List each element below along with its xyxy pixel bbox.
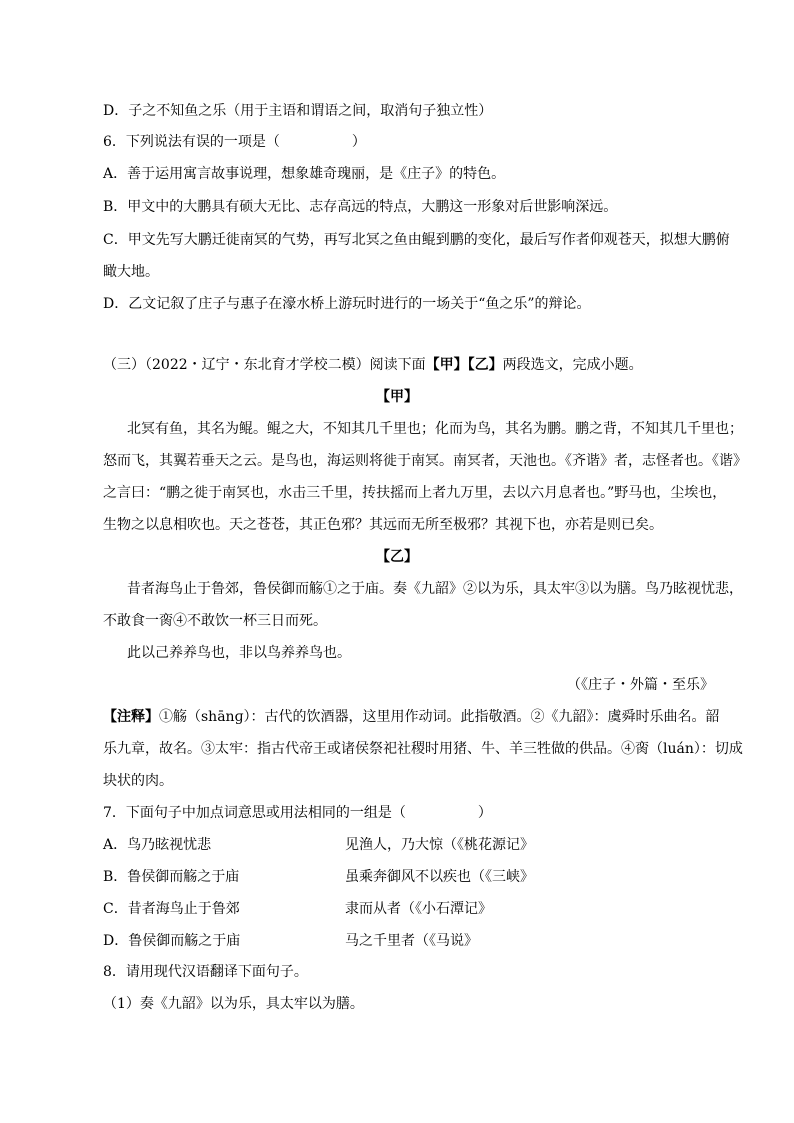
section3-intro-bold: 【甲】【乙】 bbox=[425, 357, 503, 373]
q8-sub1: （1）奏《九韶》以为乐，具太牢以为膳。 bbox=[103, 996, 364, 1012]
section3-intro-tail: 两段选文，完成小题。 bbox=[502, 357, 643, 373]
q7-option-a-right: 见渔人，乃大惊（《桃花源记》 bbox=[345, 837, 534, 853]
q7-stem-close: ） bbox=[477, 805, 492, 821]
passage-jia-line4: 生物之以息相吹也。天之苍苍，其正色邪？其远而无所至极邪？其视下也，亦若是则已矣。 bbox=[103, 517, 663, 533]
notes-line3: 块状的肉。 bbox=[103, 773, 173, 789]
q6-option-a: A．善于运用寓言故事说理，想象雄奇瑰丽，是《庄子》的特色。 bbox=[103, 166, 506, 182]
q5-option-d: D．子之不知鱼之乐（用于主语和谓语之间，取消句子独立性） bbox=[103, 103, 493, 119]
passage-jia-line3: 之言曰：“鹏之徙于南冥也，水击三千里，抟扶摇而上者九万里，去以六月息者也。”野马也，尘埃也， bbox=[103, 485, 727, 501]
q6-option-c-line2: 瞰大地。 bbox=[103, 264, 159, 280]
q7-stem-text: 7．下面句子中加点词意思或用法相同的一组是（ bbox=[103, 805, 406, 821]
passage-jia-line2: 怒而飞，其翼若垂天之云。是鸟也，海运则将徙于南冥。南冥者，天池也。《齐谐》者，志怪者也。《谐》 bbox=[103, 453, 747, 469]
q7-option-b-right: 虽乘奔御风不以疾也（《三峡》 bbox=[345, 869, 534, 885]
section3-intro bbox=[103, 355, 643, 375]
q6-option-b: B．甲文中的大鹏具有硕大无比、志存高远的特点，大鹏这一形象对后世影响深远。 bbox=[103, 199, 618, 215]
section3-intro-text: （三）（2022・辽宁・东北育才学校二模）阅读下面 bbox=[103, 357, 426, 373]
q6-stem-close: ） bbox=[351, 134, 366, 150]
passage-yi-line1: 昔者海鸟止于鲁郊，鲁侯御而觞①之于庙。奏《九韶》②以为乐，具太牢③以为膳。鸟乃眩视忧悲， bbox=[127, 581, 743, 597]
q6-stem-text: 6．下列说法有误的一项是（ bbox=[103, 134, 280, 150]
passage-yi-line3: 此以己养养鸟也，非以鸟养养鸟也。 bbox=[127, 645, 351, 661]
q6-stem bbox=[103, 132, 366, 152]
q6-option-d: D．乙文记叙了庄子与惠子在濠水桥上游玩时进行的一场关于“鱼之乐”的辩论。 bbox=[103, 296, 591, 312]
q8-stem: 8．请用现代汉语翻译下面句子。 bbox=[103, 964, 308, 980]
q7-option-a-left: A．鸟乃眩视忧悲 bbox=[103, 837, 212, 853]
passage-jia-line1: 北冥有鱼，其名为鲲。鲲之大，不知其几千里也；化而为鸟，其名为鹏。鹏之背，不知其几千里也； bbox=[127, 421, 743, 437]
q7-option-d-right: 马之千里者（《马说》 bbox=[345, 933, 478, 949]
passage-source: （《庄子・外篇・至乐》 bbox=[567, 677, 714, 693]
notes-label: 【注释】 bbox=[103, 709, 159, 725]
passage-yi-line2: 不敢食一脔④不敢饮一杯三日而死。 bbox=[103, 613, 327, 629]
q6-option-c-line1: C．甲文先写大鹏迁徙南冥的气势，再写北冥之鱼由鲲到鹏的变化，最后写作者仰观苍天，拟想大鹏俯 bbox=[103, 232, 730, 248]
notes-line1 bbox=[103, 707, 720, 727]
passage-yi-title: 【乙】 bbox=[376, 549, 418, 565]
q7-option-b-left: B．鲁侯御而觞之于庙 bbox=[103, 869, 240, 885]
q7-option-c-left: C．昔者海鸟止于鲁郊 bbox=[103, 901, 240, 917]
notes-text-1: ①觞（shānɡ）：古代的饮酒器，这里用作动词。此指敬酒。②《九韶》：虞舜时乐曲名。韶 bbox=[159, 709, 720, 725]
q7-option-d-left: D．鲁侯御而觞之于庙 bbox=[103, 933, 241, 949]
passage-jia-title: 【甲】 bbox=[376, 389, 418, 405]
q7-stem bbox=[103, 803, 492, 823]
notes-line2: 乐九章，故名。③太牢：指古代帝王或诸侯祭祀社稷时用猪、牛、羊三牲做的供品。④脔（luán）：切成 bbox=[103, 741, 743, 757]
q7-option-c-right: 隶而从者（《小石潭记》 bbox=[345, 901, 492, 917]
